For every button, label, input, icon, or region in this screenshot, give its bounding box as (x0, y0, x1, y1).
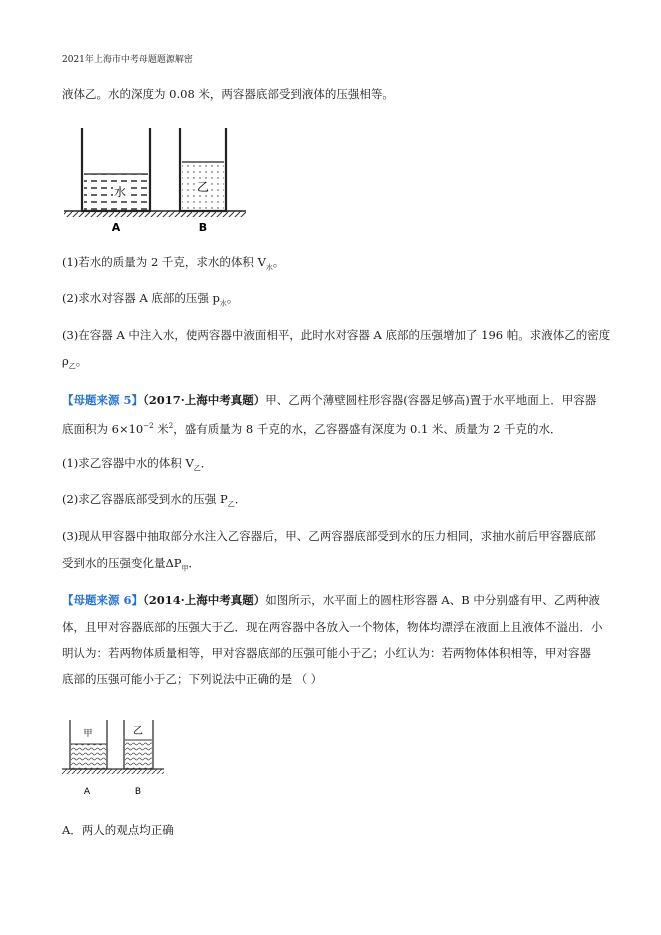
label-yi-2: 乙 (133, 726, 143, 737)
page-header: 2021年上海市中考母题题源解密 (62, 55, 193, 65)
source5-question-1: (1)求乙容器中水的体积 $V_乙$． (62, 456, 213, 473)
question-2: (2)求水对容器 A 底部的压强 $p_水$。 (62, 291, 239, 308)
intro-text: 液体乙。水的深度为 0.08 米，两容器底部受到液体的压强相等。 (62, 87, 394, 101)
label-water: 水 (113, 185, 127, 199)
source5-line-2: 底面积为 $6\times 10^{-2}$ 米$^2$，盛有质量为 8 千克的水，乙容器盛有深度为 0.1 米、质量为 2 千克的水． (62, 421, 562, 436)
source5-question-3-line-2: 受到水的压强变化量$\Delta P_甲$． (62, 556, 201, 573)
label-b-2: B (134, 787, 142, 797)
question-3-line-1: (3)在容器 A 中注入水，使两容器中液面相平，此时水对容器 A 底部的压强增加了 196 帕。求液体乙的密度 (62, 328, 611, 342)
label-yi: 乙 (196, 180, 210, 194)
question-1: (1)若水的质量为 2 千克，求水的体积 $V_水$。 (62, 255, 285, 272)
source6-line-2: 体，且甲对容器底部的压强大于乙．现在两容器中各放入一个物体，物体均漂浮在液面上且液体不溢出．小 (62, 620, 603, 634)
source6-line-1: 【母题来源 6】（2014·上海中考真题）如图所示，水平面上的圆柱形容器 A、B 中分别盛有甲、乙两种液 (62, 593, 600, 607)
label-a: A (111, 221, 121, 234)
question-3-line-2: $\rho_乙$。 (62, 354, 88, 371)
source6-line-4: 底部的压强可能小于乙；下列说法中正确的是 （ ） (62, 672, 323, 686)
liquid-jia (71, 744, 106, 769)
label-b: B (198, 221, 208, 234)
source5-question-3-line-1: (3)现从甲容器中抽取部分水注入乙容器后，甲、乙两容器底部受到水的压力相同，求抽水前后甲容器底部 (62, 529, 596, 543)
figure-containers-a-b (60, 122, 250, 237)
figure-containers-jia-yi (60, 716, 170, 802)
source6-tag: 【母题来源 6】 (62, 593, 144, 607)
option-a: A．两人的观点均正确 (62, 823, 174, 837)
liquid-yi-2 (125, 740, 152, 769)
source5-line-1: 【母题来源 5】（2017·上海中考真题）甲、乙两个薄壁圆柱形容器(容器足够高)置于水平地面上．甲容器 (62, 393, 597, 407)
source5-tag: 【母题来源 5】 (62, 393, 144, 407)
label-jia: 甲 (83, 729, 93, 739)
source5-question-2: (2)求乙容器底部受到水的压强 $P_乙$． (62, 492, 247, 509)
label-a-2: A (83, 787, 91, 797)
source6-line-3: 明认为：若两物体质量相等，甲对容器底部的压强可能小于乙；小红认为：若两物体体积相等，甲对容器 (62, 646, 591, 660)
